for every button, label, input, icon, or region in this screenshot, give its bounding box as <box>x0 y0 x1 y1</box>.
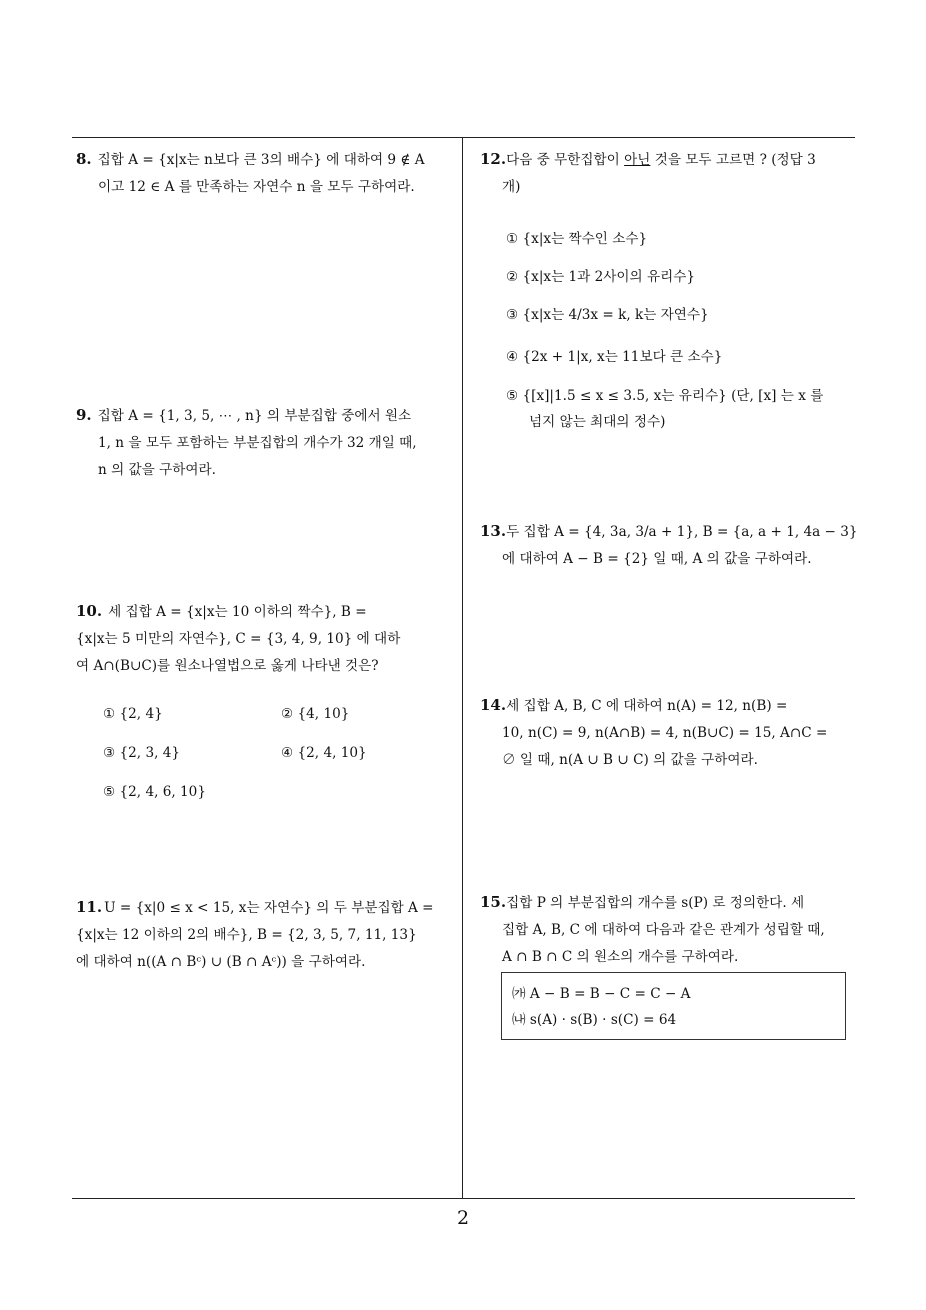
question-13 <box>480 518 860 573</box>
question-number: 9. <box>76 406 92 424</box>
question-text-line: 집합 A = {x|x는 n보다 큰 3의 배수} 에 대하여 9 ∉ A <box>97 152 425 168</box>
choice-3[interactable]: ③ {x|x는 4/3x = k, k는 자연수} <box>506 307 709 323</box>
question-number: 13. <box>480 522 507 540</box>
question-10 <box>76 598 456 680</box>
choice-5-continuation: 넘지 않는 최대의 정수) <box>529 414 666 430</box>
question-number: 10. <box>76 602 103 620</box>
question-text-line: A ∩ B ∩ C 의 원소의 개수를 구하여라. <box>502 949 739 965</box>
question-text-line: 두 집합 A = {4, 3a, 3/a + 1}, B = {a, a + 1, 4a − 3} <box>506 524 858 540</box>
question-text-line: n 의 값을 구하여라. <box>98 462 216 478</box>
condition-a: ㈎ A − B = B − C = C − A <box>512 986 691 1002</box>
question-text-line: 이고 12 ∈ A 를 만족하는 자연수 n 을 모두 구하여라. <box>98 179 415 195</box>
question-8 <box>76 146 456 201</box>
question-text-line: 10, n(C) = 9, n(A∩B) = 4, n(B∪C) = 15, A∩C = <box>502 725 828 741</box>
condition-box <box>501 972 846 1040</box>
choice-2[interactable]: ② {x|x는 1과 2사이의 유리수} <box>506 269 696 285</box>
question-number: 12. <box>480 150 507 168</box>
question-text-line: U = {x|0 ≤ x < 15, x는 자연수} 의 두 부분집합 A = <box>104 900 434 916</box>
question-number: 14. <box>480 696 507 714</box>
question-text-line: 세 집합 A = {x|x는 10 이하의 짝수}, B = <box>108 604 367 620</box>
question-text-line: 세 집합 A, B, C 에 대하여 n(A) = 12, n(B) = <box>506 698 788 714</box>
question-15 <box>480 889 860 971</box>
question-text-line: 집합 A, B, C 에 대하여 다음과 같은 관계가 성립할 때, <box>502 922 825 938</box>
question-number: 15. <box>480 893 507 911</box>
question-9 <box>76 402 456 484</box>
question-number: 11. <box>76 898 103 916</box>
top-rule <box>72 137 855 138</box>
choice-2[interactable]: ② {4, 10} <box>281 706 350 722</box>
question-text-line: 에 대하여 n((A ∩ Bᶜ) ∪ (B ∩ Aᶜ)) 을 구하여라. <box>76 954 366 970</box>
condition-b: ㈏ s(A) · s(B) · s(C) = 64 <box>512 1012 677 1028</box>
underlined-word: 아닌 <box>624 152 651 168</box>
question-text-line: 집합 P 의 부분집합의 개수를 s(P) 로 정의한다. 세 <box>506 895 805 911</box>
page-number: 2 <box>456 1207 470 1229</box>
question-text-line: ∅ 일 때, n(A ∪ B ∪ C) 의 값을 구하여라. <box>502 752 758 768</box>
question-text-line: 집합 A = {1, 3, 5, ⋯ , n} 의 부분집합 중에서 원소 <box>97 408 412 424</box>
question-text-line: 에 대하여 A − B = {2} 일 때, A 의 값을 구하여라. <box>502 551 812 567</box>
question-14 <box>480 692 860 774</box>
question-12 <box>480 146 860 201</box>
choice-5[interactable]: ⑤ {[x]|1.5 ≤ x ≤ 3.5, x는 유리수} (단, [x] 는 x 를 <box>506 388 824 404</box>
question-text-line: 것을 모두 고르면 ? (정답 3 <box>650 152 816 168</box>
choice-1[interactable]: ① {x|x는 짝수인 소수} <box>506 231 648 247</box>
question-text-line: 1, n 을 모두 포함하는 부분집합의 개수가 32 개일 때, <box>98 435 417 451</box>
choice-1[interactable]: ① {2, 4} <box>103 706 163 722</box>
question-number: 8. <box>76 150 92 168</box>
question-text-line: 개) <box>502 179 521 195</box>
choice-4[interactable]: ④ {2x + 1|x, x는 11보다 큰 소수} <box>506 349 723 365</box>
choice-4[interactable]: ④ {2, 4, 10} <box>281 745 367 761</box>
choice-3[interactable]: ③ {2, 3, 4} <box>103 745 181 761</box>
column-divider <box>462 138 463 1198</box>
bottom-rule <box>72 1198 855 1199</box>
question-text-line: 여 A∩(B∪C)를 원소나열법으로 옳게 나타낸 것은? <box>76 658 379 674</box>
choice-5[interactable]: ⑤ {2, 4, 6, 10} <box>103 784 206 800</box>
question-text-line: {x|x는 5 미만의 자연수}, C = {3, 4, 9, 10} 에 대하 <box>76 631 401 647</box>
question-11 <box>76 894 456 976</box>
question-text-line: {x|x는 12 이하의 2의 배수}, B = {2, 3, 5, 7, 11, 13} <box>76 927 417 943</box>
question-text-line: 다음 중 무한집합이 <box>506 152 625 168</box>
